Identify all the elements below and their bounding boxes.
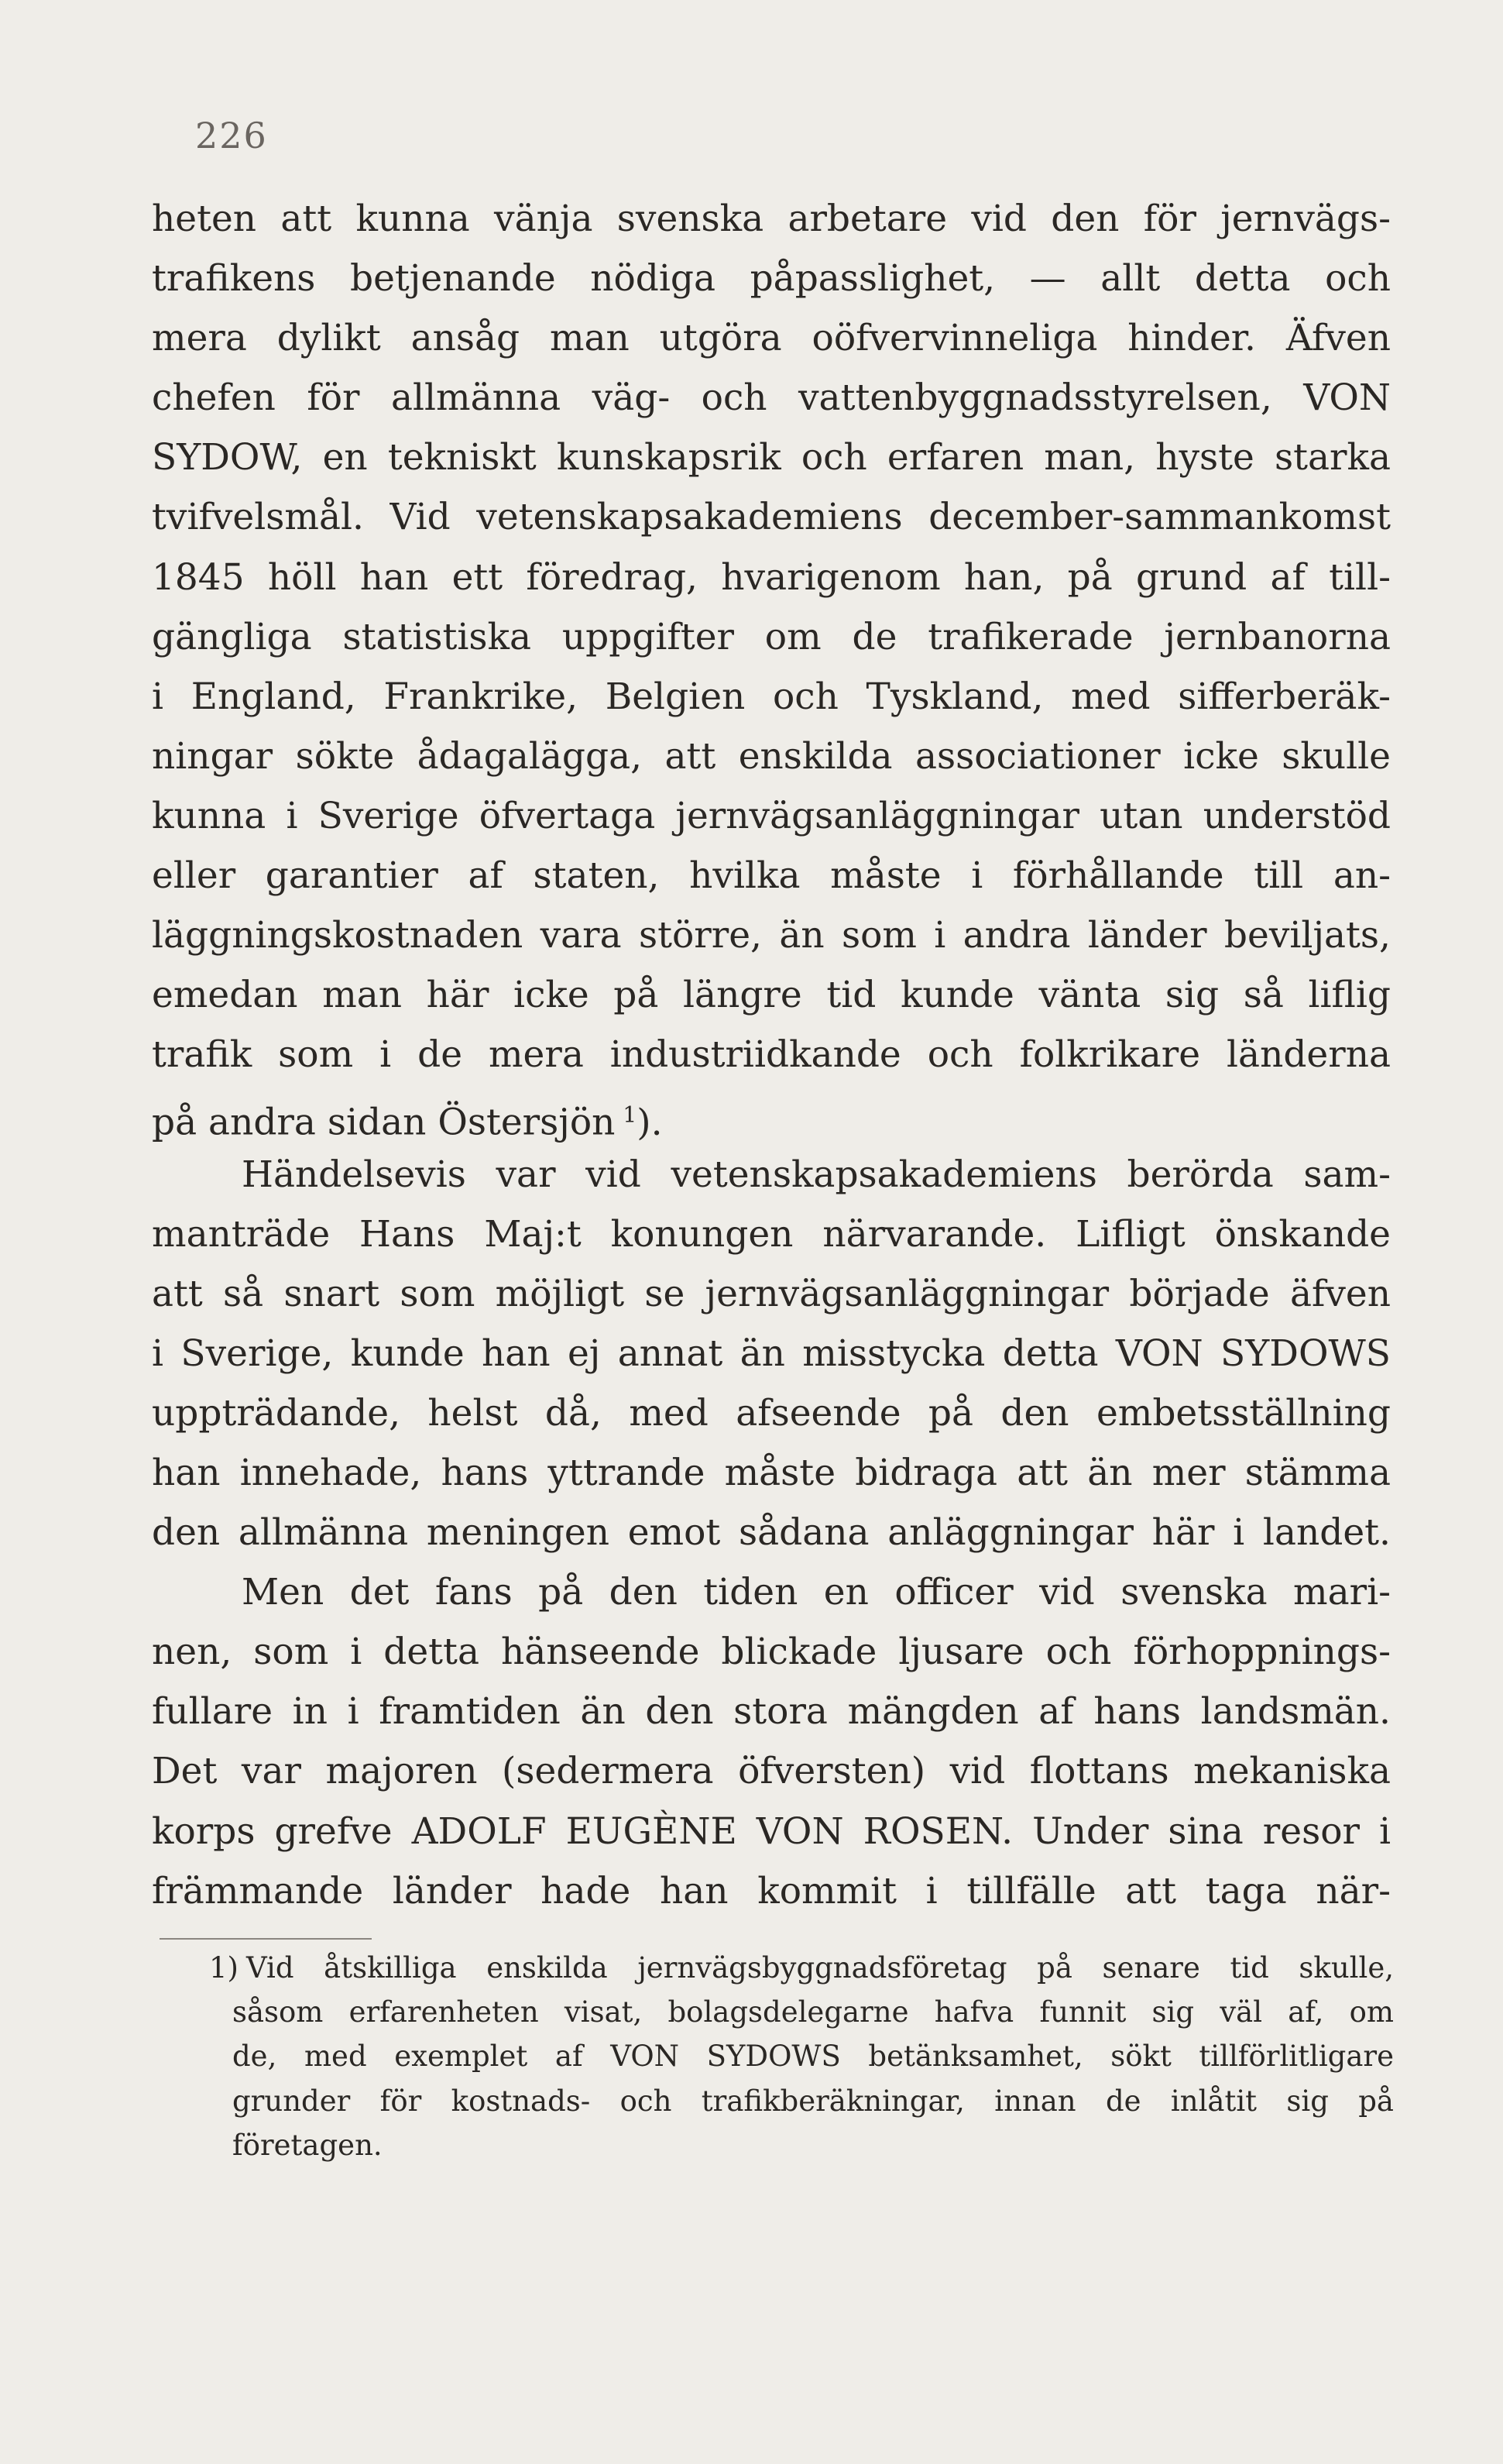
text-line: den allmänna meningen emot sådana anläggningar här i landet. [152, 1511, 1391, 1555]
text-line: ningar sökte ådagalägga, att enskilda associationer icke skulle [152, 734, 1391, 778]
text-line: läggningskostnaden vara större, än som i andra länder beviljats, [152, 914, 1391, 957]
text-line: Men det fans på den tiden en officer vid svenska mari- [242, 1571, 1391, 1614]
footnote-reference [623, 1101, 662, 1144]
text-line: SYDOW, en tekniskt kunskapsrik och erfaren man, hyste starka [152, 436, 1391, 479]
footnote-text: Vid åtskilliga enskilda jernvägsbyggnadsföretag på senare tid skulle, [245, 1951, 1394, 1985]
footnote-line [209, 1946, 1394, 1990]
footnote-line: företagen. [232, 2128, 383, 2162]
text-line: att så snart som möjligt se jernvägsanläggningar började äfven [152, 1272, 1391, 1315]
text-line: eller garantier af staten, hvilka måste i förhållande till an- [152, 854, 1391, 898]
page-number: 226 [195, 115, 268, 156]
text-line: emedan man här icke på längre tid kunde vänta sig så liflig [152, 974, 1391, 1017]
text-line: gängliga statistiska uppgifter om de trafikerade jernbanorna [152, 615, 1391, 658]
text-line [152, 1084, 1391, 1144]
text-line: manträde Hans Maj:t konungen närvarande. Lifligt önskande [152, 1212, 1391, 1256]
text-line: främmande länder hade han kommit i tillfälle att taga när- [152, 1869, 1391, 1912]
text-line: heten att kunna vänja svenska arbetare vid den för jernvägs- [152, 198, 1391, 240]
text-line-content: på andra sidan Östersjön [152, 1101, 616, 1145]
footnote-separator [160, 1938, 372, 1940]
body-text [152, 189, 1391, 1921]
footnote-line: grunder för kostnads- och trafikberäkningar, innan de inlåtit sig på [232, 2084, 1394, 2118]
text-line: uppträdande, helst då, med afseende på den embetsställning [152, 1391, 1391, 1435]
text-line: nen, som i detta hänseende blickade ljusare och förhoppnings- [152, 1631, 1391, 1674]
text-line: korps grefve ADOLF EUGÈNE VON ROSEN. Under sina resor i [152, 1809, 1391, 1853]
text-line: i England, Frankrike, Belgien och Tyskland, med sifferberäk- [152, 675, 1391, 718]
footnote-mark: 1) [209, 1951, 238, 1985]
text-line: fullare in i framtiden än den stora mängden af hans landsmän. [152, 1690, 1391, 1734]
text-line: 1845 höll han ett föredrag, hvarigenom han, på grund af till- [152, 555, 1391, 599]
text-line: tvifvelsmål. Vid vetenskapsakademiens december-sammankomst [152, 496, 1391, 539]
text-line: i Sverige, kunde han ej annat än misstycka detta VON SYDOWS [152, 1332, 1391, 1375]
footnote-line: de, med exemplet af VON SYDOWS betänksamhet, sökt tillförlitligare [232, 2040, 1394, 2074]
text-line: Händelsevis var vid vetenskapsakademiens berörda sam- [242, 1153, 1391, 1196]
footnotes [209, 1946, 1394, 2167]
text-line: trafikens betjenande nödiga påpasslighet, — allt detta och [152, 257, 1391, 301]
text-line: Det var majoren (sedermera öfversten) vid flottans mekaniska [152, 1750, 1391, 1793]
footnote-reference-number: 1 [623, 1101, 637, 1128]
text-line: kunna i Sverige öfvertaga jernvägsanläggningar utan understöd [152, 794, 1391, 837]
text-line: han innehade, hans yttrande måste bidraga att än mer stämma [152, 1451, 1391, 1494]
footnote-reference-close: ). [637, 1101, 663, 1145]
text-line: mera dylikt ansåg man utgöra oöfvervinneliga hinder. Äfven [152, 317, 1391, 360]
text-line: chefen för allmänna väg- och vattenbyggnadsstyrelsen, VON [152, 376, 1391, 420]
text-line: trafik som i de mera industriidkande och folkrikare länderna [152, 1033, 1391, 1077]
footnote-line: såsom erfarenheten visat, bolagsdelegarne hafva funnit sig väl af, om [232, 1995, 1394, 2029]
